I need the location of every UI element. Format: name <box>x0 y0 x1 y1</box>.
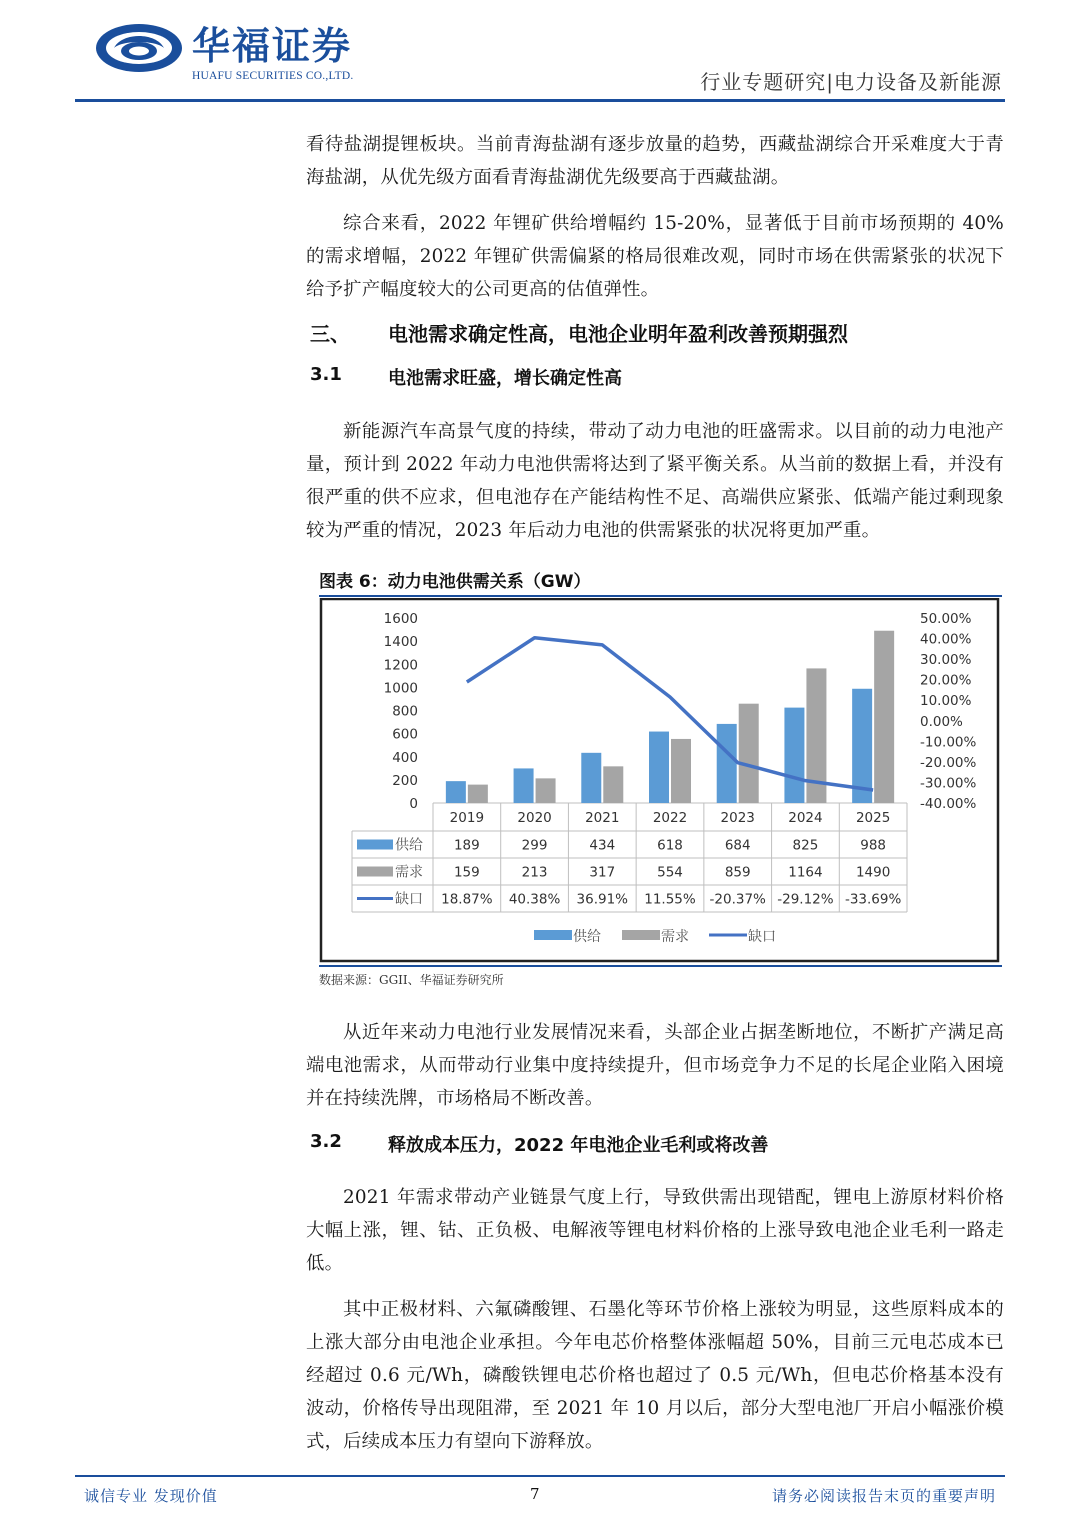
demand-bar <box>603 766 623 803</box>
section-3-1-number: 3.1 <box>310 364 342 385</box>
section-3-2-title: 释放成本压力，2022 年电池企业毛利或将改善 <box>388 1135 769 1156</box>
demand-bar <box>874 631 894 803</box>
table-cell: 684 <box>724 837 751 854</box>
table-cell: 40.38% <box>508 891 561 908</box>
table-cell: 859 <box>724 864 751 881</box>
table-row-label: 供给 <box>395 837 423 854</box>
category-label: 2024 <box>788 810 823 826</box>
left-axis-tick-label: 1400 <box>383 634 418 651</box>
table-row-label: 需求 <box>395 864 423 881</box>
table-cell: 213 <box>521 864 548 881</box>
table-cell: 825 <box>792 837 819 854</box>
page-number: 7 <box>530 1485 540 1503</box>
left-axis-tick-label: 600 <box>392 726 418 743</box>
table-cell: 434 <box>589 837 616 854</box>
left-axis-tick-label: 0 <box>409 796 418 812</box>
logo-english-name: HUAFU SECURITIES CO.,LTD. <box>192 70 354 82</box>
section-3-number: 三、 <box>310 322 350 346</box>
paragraph-cell-price: 其中正极材料、六氟磷酸锂、石墨化等环节价格上涨较为明显，这些原料成本的上涨大部分由电池企业承担。今年电芯价格整体涨幅超 50%，目前三元电芯成本已经超过 0.6 元/Wh，磷酸铁锂电芯价格也超过了 0.5 元/Wh，但电芯价格基本没有波动，价格传导出现阻滞，至 2021 年 10 月以后，部分大型电池厂开启小幅涨价模式，后续成本压力有望向下游释放。 <box>306 1299 1004 1452</box>
table-cell: -29.12% <box>777 891 834 908</box>
right-axis-tick-label: 50.00% <box>920 611 972 627</box>
right-axis-tick-label: 0.00% <box>920 713 963 730</box>
footer-divider <box>75 1475 1005 1477</box>
paragraph-salt-lake: 看待盐湖提锂板块。当前青海盐湖有逐步放量的趋势，西藏盐湖综合开采难度大于青海盐湖，从优先级方面看青海盐湖优先级要高于西藏盐湖。 <box>306 134 1004 188</box>
right-axis-tick-label: 40.00% <box>920 631 972 648</box>
logo-chinese-name: 华福证券 <box>192 24 353 68</box>
right-axis-tick-label: 10.00% <box>920 693 972 710</box>
legend-label: 需求 <box>661 929 689 945</box>
right-axis-tick-label: 30.00% <box>920 652 972 669</box>
supply-bar <box>717 724 737 803</box>
table-cell: 1164 <box>788 864 823 881</box>
section-3-2-number: 3.2 <box>310 1131 342 1152</box>
section-3-title: 电池需求确定性高，电池企业明年盈利改善预期强烈 <box>388 322 848 346</box>
table-legend-swatch <box>357 840 393 850</box>
demand-bar <box>468 785 488 803</box>
section-3-1-title: 电池需求旺盛，增长确定性高 <box>388 368 622 389</box>
left-axis-tick-label: 1600 <box>383 611 418 627</box>
table-cell: 11.55% <box>644 891 696 908</box>
legend-swatch <box>534 930 572 940</box>
right-axis-tick-label: -10.00% <box>920 734 977 751</box>
category-label: 2022 <box>652 810 688 826</box>
demand-bar <box>671 739 691 803</box>
table-row-label: 缺口 <box>395 891 423 908</box>
right-axis-tick-label: 20.00% <box>920 672 972 689</box>
footer-slogan: 诚信专业 发现价值 <box>84 1487 218 1505</box>
left-axis-tick-label: 1200 <box>383 657 418 674</box>
footer-disclaimer: 请务必阅读报告末页的重要声明 <box>771 1487 996 1505</box>
table-cell: 618 <box>657 837 683 854</box>
figure-top-rule <box>319 595 1002 597</box>
demand-bar <box>536 778 556 803</box>
table-cell: 159 <box>453 864 480 881</box>
supply-bar <box>581 753 601 803</box>
table-cell: 299 <box>521 837 548 854</box>
table-cell: 1490 <box>855 864 891 881</box>
report-category: 行业专题研究|电力设备及新能源 <box>700 70 1002 94</box>
table-cell: 317 <box>589 864 616 881</box>
paragraph-battery-demand: 新能源汽车高景气度的持续，带动了动力电池的旺盛需求。以目前的动力电池产量，预计到 2022 年动力电池供需将达到了紧平衡关系。从当前的数据上看，并没有很严重的供不应求，但电池存在产能结构性不足、高端供应紧张、低端产能过剩现象较为严重的情况，2023 年后动力电池的供需紧张的状况将更加严重。 <box>306 421 1004 541</box>
supply-bar <box>649 732 669 803</box>
table-cell: 554 <box>657 864 683 881</box>
right-axis-tick-label: -30.00% <box>920 775 977 792</box>
category-label: 2021 <box>585 810 620 826</box>
left-axis-tick-label: 800 <box>392 703 418 720</box>
figure-source: 数据来源：GGII、华福证券研究所 <box>319 973 504 987</box>
table-cell: 189 <box>453 837 480 854</box>
table-cell: 18.87% <box>441 891 493 908</box>
supply-bar <box>784 708 804 803</box>
right-axis-tick-label: -40.00% <box>920 796 977 812</box>
right-axis-tick-label: -20.00% <box>920 754 977 771</box>
table-cell: 36.91% <box>576 891 629 908</box>
left-axis-tick-label: 200 <box>392 772 418 789</box>
category-label: 2023 <box>720 810 755 826</box>
table-cell: -33.69% <box>844 891 902 908</box>
category-label: 2025 <box>855 810 891 826</box>
paragraph-lithium-supply: 综合来看，2022 年锂矿供给增幅约 15-20%，显著低于目前市场预期的 40%的需求增幅，2022 年锂矿供需偏紧的格局很难改观，同时市场在供需紧张的状况下给予扩产幅度较大的公司更高的估值弹性。 <box>306 213 1004 300</box>
supply-bar <box>514 768 534 803</box>
demand-bar <box>739 704 759 803</box>
paragraph-cost-pressure: 2021 年需求带动产业链景气度上行，导致供需出现错配，锂电上游原材料价格大幅上涨，锂、钴、正负极、电解液等锂电材料价格的上涨导致电池企业毛利一路走低。 <box>306 1187 1004 1274</box>
figure-title: 图表 6：动力电池供需关系（GW） <box>319 572 591 592</box>
legend-label: 供给 <box>573 929 601 945</box>
supply-bar <box>446 781 466 803</box>
legend-swatch <box>622 930 660 940</box>
left-axis-tick-label: 400 <box>392 749 418 766</box>
left-axis-tick-label: 1000 <box>383 680 418 697</box>
supply-demand-chart <box>319 598 1002 965</box>
paragraph-industry-concentration: 从近年来动力电池行业发展情况来看，头部企业占据垄断地位，不断扩产满足高端电池需求，从而带动行业集中度持续提升，但市场竞争力不足的长尾企业陷入困境并在持续洗牌，市场格局不断改善。 <box>306 1022 1004 1109</box>
company-logo-icon <box>94 22 184 74</box>
legend-label: 缺口 <box>748 929 776 945</box>
table-cell: -20.37% <box>709 891 766 908</box>
category-label: 2020 <box>517 810 552 826</box>
header-divider <box>75 99 1005 102</box>
table-legend-swatch <box>357 867 393 877</box>
figure-bottom-rule <box>319 965 1002 967</box>
table-cell: 988 <box>860 837 887 854</box>
category-label: 2019 <box>449 810 485 826</box>
